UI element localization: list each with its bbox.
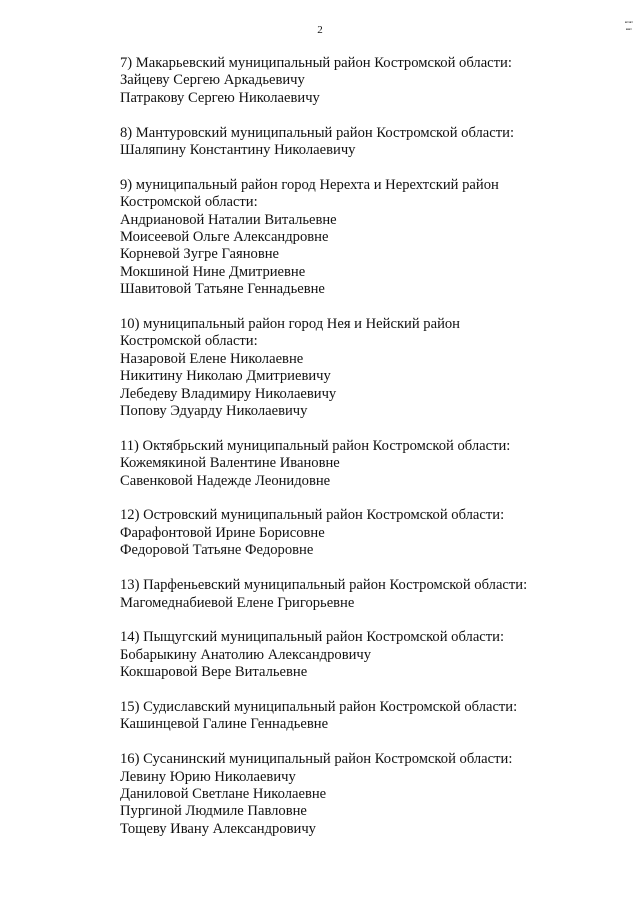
- person-list: [120, 525, 590, 560]
- person-name: Шаляпину Константину Николаевичу: [120, 142, 356, 159]
- district-block: [120, 438, 590, 490]
- person-name: Зайцеву Сергею Аркадьевичу: [120, 72, 305, 89]
- district-title: 12) Островский муниципальный район Костромской области:: [120, 507, 505, 524]
- district-block: [120, 125, 590, 160]
- document-body: [120, 55, 590, 856]
- person-name: Кожемякиной Валентине Ивановне: [120, 455, 340, 472]
- person-name: Андриановой Наталии Витальевне: [120, 211, 337, 228]
- district-title: 15) Судиславский муниципальный район Костромской области:: [120, 698, 518, 715]
- district-title: 10) муниципальный район город Нея и Нейский район Костромской области:: [120, 316, 460, 350]
- district-block: [120, 699, 590, 734]
- district-title: 13) Парфеньевский муниципальный район Костромской области:: [120, 577, 528, 594]
- person-name: Лебедеву Владимиру Николаевичу: [120, 385, 337, 402]
- district-title: 14) Пыщугский муниципальный район Костромской области:: [120, 629, 505, 646]
- page-number: 2: [317, 24, 323, 36]
- person-name: Шавитовой Татьяне Геннадьевне: [120, 281, 325, 298]
- person-list: [120, 769, 590, 839]
- district-block: [120, 751, 590, 838]
- person-list: [120, 455, 590, 490]
- district-block: [120, 577, 590, 612]
- person-name: Пургиной Людмиле Павловне: [120, 803, 307, 820]
- person-name: Даниловой Светлане Николаевне: [120, 785, 327, 802]
- person-name: Попову Эдуарду Николаевичу: [120, 403, 308, 420]
- person-list: [120, 716, 590, 733]
- person-name: Левину Юрию Николаевичу: [120, 768, 296, 785]
- district-block: [120, 177, 590, 299]
- person-list: [120, 351, 590, 421]
- person-name: Кашинцевой Галине Геннадьевне: [120, 716, 329, 733]
- person-list: [120, 647, 590, 682]
- district-title: 16) Сусанинский муниципальный район Костромской области:: [120, 751, 513, 768]
- person-name: Корневой Зугре Гаяновне: [120, 246, 279, 263]
- person-name: Савенковой Надежде Леонидовне: [120, 472, 331, 489]
- person-name: Патракову Сергею Николаевичу: [120, 89, 320, 106]
- person-name: Федоровой Татьяне Федоровне: [120, 542, 314, 559]
- person-list: [120, 72, 590, 107]
- district-title: 8) Мантуровский муниципальный район Костромской области:: [120, 124, 514, 141]
- person-list: [120, 595, 590, 612]
- person-name: Бобарыкину Анатолию Александровичу: [120, 646, 372, 663]
- person-name: Тощеву Ивану Александровичу: [120, 820, 316, 837]
- district-block: [120, 316, 590, 420]
- person-name: Магомеднабиевой Елене Григорьевне: [120, 594, 355, 611]
- district-block: [120, 507, 590, 559]
- person-name: Назаровой Елене Николаевне: [120, 350, 304, 367]
- person-list: [120, 212, 590, 299]
- person-name: Никитину Николаю Дмитриевичу: [120, 368, 331, 385]
- person-name: Мокшиной Нине Дмитриевне: [120, 263, 306, 280]
- district-title: 11) Октябрьский муниципальный район Костромской области:: [120, 437, 511, 454]
- district-block: [120, 55, 590, 107]
- district-block: [120, 629, 590, 681]
- district-title: 9) муниципальный район город Нерехта и Нерехтский район Костромской области:: [120, 176, 499, 211]
- person-list: [120, 142, 590, 159]
- person-name: Кокшаровой Вере Витальевне: [120, 664, 308, 681]
- district-title: 7) Макарьевский муниципальный район Костромской области:: [120, 55, 512, 71]
- scan-edge-mark: ▪▫▪▫▪▪▫: [624, 20, 634, 33]
- person-name: Фарафонтовой Ирине Борисовне: [120, 524, 325, 541]
- person-name: Моисеевой Ольге Александровне: [120, 229, 329, 246]
